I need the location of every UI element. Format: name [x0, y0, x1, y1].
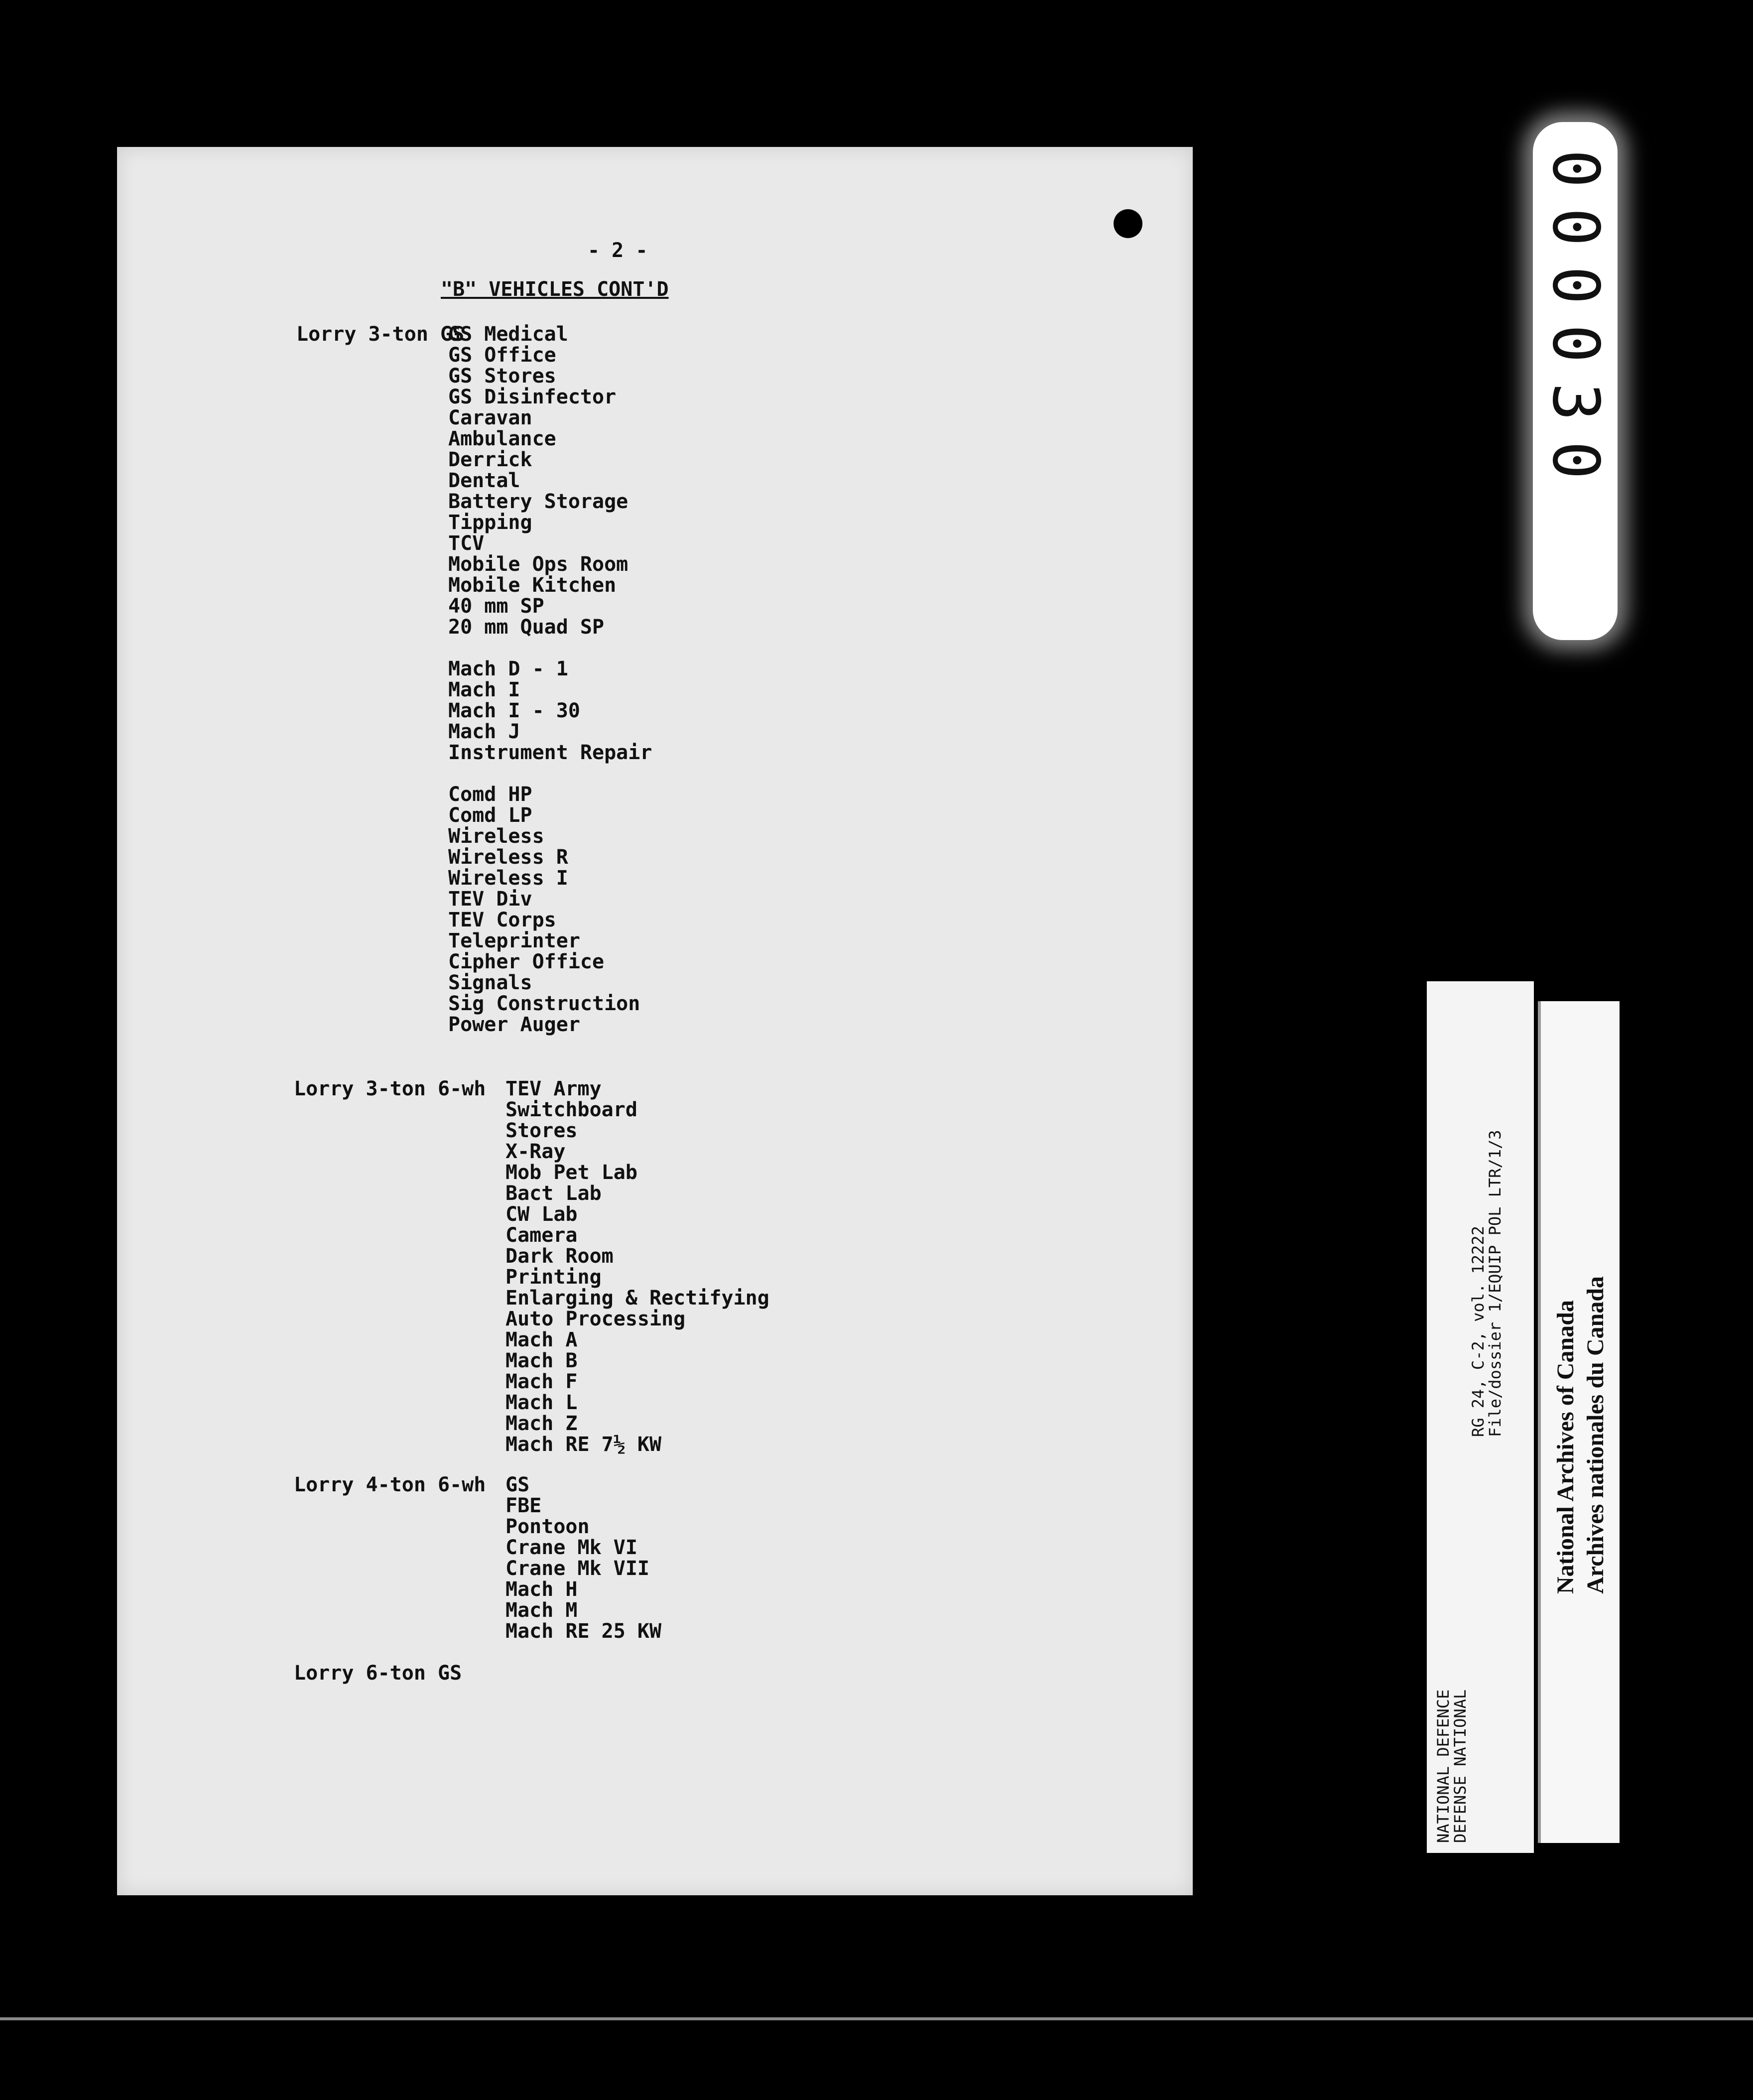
vehicle-item: Mach B — [505, 1349, 578, 1372]
vehicle-group-label: Lorry 4-ton 6-wh — [294, 1473, 486, 1496]
vehicle-group — [296, 323, 652, 1036]
vehicle-item: Comd LP — [448, 804, 532, 827]
document-heading: "B" VEHICLES CONT'D — [441, 278, 669, 301]
vehicle-item: Instrument Repair — [448, 741, 652, 764]
vehicle-item: Mach RE 25 KW — [505, 1620, 662, 1643]
vehicle-item: Switchboard — [505, 1098, 637, 1121]
vehicle-item: Mach L — [505, 1391, 578, 1414]
vehicle-item: Tipping — [448, 511, 532, 534]
archive-name-french: Archives nationales du Canada — [1582, 1276, 1609, 1594]
vehicle-item: Dark Room — [505, 1245, 614, 1268]
punch-hole — [1114, 209, 1142, 238]
page-number: - 2 - — [588, 239, 648, 262]
vehicle-item: Wireless R — [448, 846, 568, 869]
vehicle-item: Power Auger — [448, 1013, 580, 1036]
vehicle-item: Ambulance — [448, 427, 556, 450]
vehicle-item: GS — [505, 1473, 530, 1496]
vehicle-item: FBE — [505, 1494, 542, 1517]
vehicle-item: Battery Storage — [448, 490, 628, 513]
vehicle-item: Enlarging & Rectifying — [505, 1287, 769, 1310]
vehicle-item: Camera — [505, 1224, 578, 1247]
vehicle-item: Wireless I — [448, 867, 568, 890]
vehicle-item: TEV Army — [505, 1077, 602, 1100]
vehicle-group — [294, 1473, 662, 1643]
vehicle-item: 20 mm Quad SP — [448, 616, 605, 639]
vehicle-item: Pontoon — [505, 1515, 590, 1538]
vehicle-group — [294, 1662, 462, 1705]
vehicle-item: GS Stores — [448, 365, 556, 388]
vehicle-item: TEV Div — [448, 888, 532, 911]
vehicle-item: Auto Processing — [505, 1308, 686, 1330]
vehicle-item: Printing — [505, 1266, 602, 1289]
vehicle-item: Crane Mk VI — [505, 1536, 637, 1559]
vehicle-item: Derrick — [448, 448, 532, 471]
vehicle-item: TCV — [448, 532, 485, 555]
vehicle-item: Mach D - 1 — [448, 657, 568, 680]
vehicle-item: Mobile Kitchen — [448, 574, 617, 597]
vehicle-item: Bact Lab — [505, 1182, 602, 1205]
reference-line-1: RG 24, C-2, vol. 12222 — [1469, 1226, 1488, 1437]
vehicle-item: TEV Corps — [448, 909, 556, 931]
vehicle-item: Cipher Office — [448, 950, 605, 973]
vehicle-item: Sig Construction — [448, 992, 640, 1015]
vehicle-item: Mach H — [505, 1578, 578, 1601]
vehicle-item: GS Disinfector — [448, 386, 617, 408]
film-edge-line — [0, 2017, 1753, 2020]
vehicle-item: Mach Z — [505, 1412, 578, 1435]
department-line-1: NATIONAL DEFENCE — [1434, 1689, 1453, 1843]
vehicle-item: GS Office — [448, 344, 556, 367]
vehicle-item: Mach I - 30 — [448, 699, 580, 722]
vehicle-item: Mobile Ops Room — [448, 553, 628, 576]
vehicle-item: Mob Pet Lab — [505, 1161, 637, 1184]
vehicle-group-label: Lorry 6-ton GS — [294, 1662, 462, 1685]
vehicle-item: Wireless — [448, 825, 544, 848]
vehicle-item: CW Lab — [505, 1203, 578, 1226]
vehicle-item: Mach J — [448, 720, 520, 743]
vehicle-group-label: Lorry 3-ton GS — [296, 323, 465, 346]
archive-name-english: National Archives of Canada — [1552, 1300, 1579, 1594]
vehicle-item: Dental — [448, 469, 520, 492]
vehicle-item: X-Ray — [505, 1140, 566, 1163]
vehicle-list — [505, 1078, 769, 1455]
reference-line-2: File/dossier 1/EQUIP POL LTR/1/3 — [1486, 1130, 1504, 1437]
vehicle-item: Mach M — [505, 1599, 578, 1622]
list-gap — [448, 763, 652, 784]
vehicle-group-label: Lorry 3-ton 6-wh — [294, 1077, 486, 1100]
vehicle-item: Crane Mk VII — [505, 1557, 649, 1580]
vehicle-item: Teleprinter — [448, 929, 580, 952]
reel-number: 000030 — [1538, 149, 1613, 500]
vehicle-item: 40 mm SP — [448, 595, 544, 618]
vehicle-item: Signals — [448, 971, 532, 994]
archive-label-card — [1538, 1001, 1620, 1843]
vehicle-list — [448, 324, 652, 1035]
list-gap — [448, 638, 652, 658]
vehicle-group — [294, 1077, 769, 1456]
vehicle-item: Stores — [505, 1119, 578, 1142]
vehicle-list — [505, 1474, 661, 1642]
reference-label-card — [1427, 981, 1534, 1853]
vehicle-item: Comd HP — [448, 783, 532, 806]
vehicle-item: Mach A — [505, 1328, 578, 1351]
vehicle-item: Mach RE 7½ KW — [505, 1433, 662, 1456]
vehicle-item: Mach F — [505, 1370, 578, 1393]
vehicle-item: Mach I — [448, 678, 520, 701]
department-line-2: DEFENSE NATIONAL — [1451, 1689, 1470, 1843]
vehicle-item: Caravan — [448, 406, 532, 429]
vehicle-item: GS Medical — [448, 323, 568, 346]
